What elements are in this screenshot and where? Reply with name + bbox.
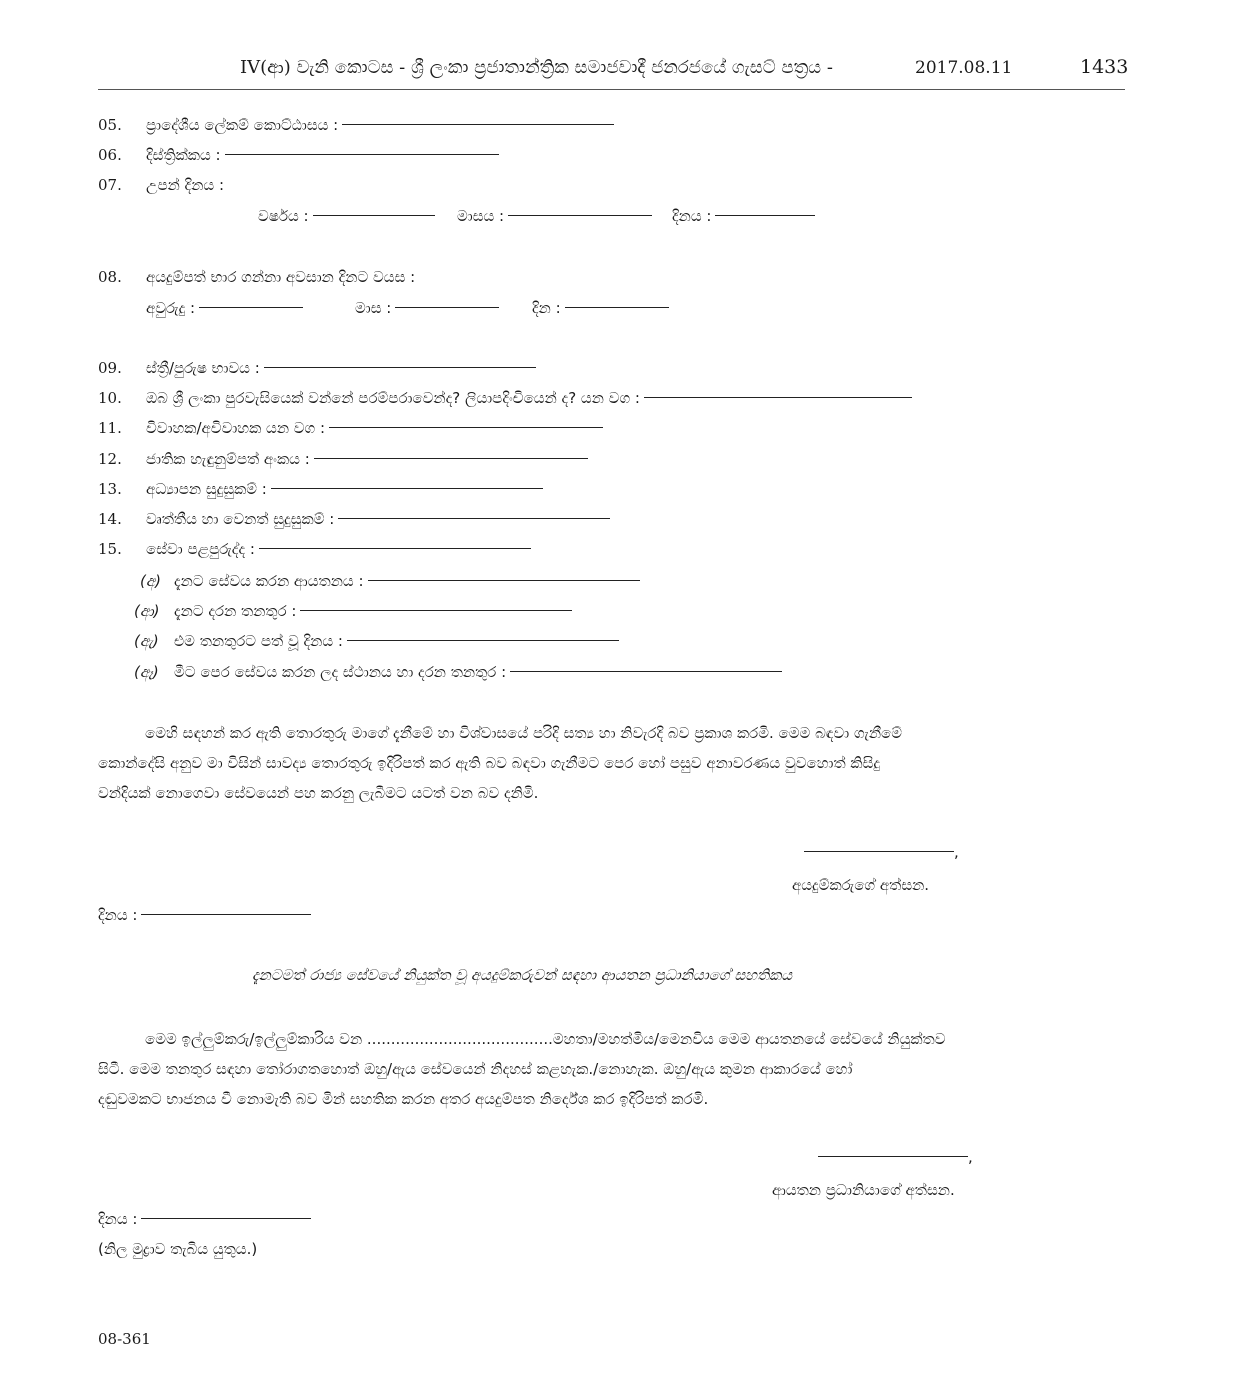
stamp-note: (නිල මුද්‍රාව තැබිය යුතුය.): [98, 1240, 258, 1258]
birth-day-label: දිනය :: [672, 207, 712, 225]
head-signature-line[interactable]: [818, 1148, 973, 1166]
field-number: 13.: [98, 480, 122, 498]
field-number: 08.: [98, 268, 122, 286]
field-14: [98, 509, 610, 529]
subfield-mark: (අ): [140, 572, 161, 590]
age-days: [532, 298, 669, 318]
field-10-blank[interactable]: [644, 397, 912, 398]
field-label: ස්ත්‍රී/පුරුෂ භාවය :: [146, 359, 260, 377]
field-09-blank[interactable]: [264, 367, 536, 368]
subfield-mark: (ඈ): [134, 663, 159, 681]
subfield-label: දැනට දරන තනතුර :: [174, 602, 297, 620]
birth-month-label: මාසය :: [457, 207, 505, 225]
field-label: අධ්‍යාපන සුදුසුකම් :: [146, 480, 267, 498]
date-label: දිනය :: [98, 1210, 138, 1228]
certificate-title: දැනටමත් රාජ්‍ය සේවයේ නියුක්ත වූ අයදුම්කරුවන් සඳහා ආයතන ප්‍රධානියාගේ සහතිකය: [252, 966, 793, 984]
subfield-label: එම තනතුරට පත් වූ දිනය :: [174, 632, 343, 650]
field-label: අයදුම්පත් භාර ගන්නා අවසාන දිනට වයස :: [146, 268, 416, 286]
declaration-line-2: කොන්දේසි අනුව මා විසින් සාවද්‍ය තොරතුරු ඉදිරිපත් කර ඇති බව බඳවා ගැනීමට පෙර හෝ පසුව අනාවරණය වුවහොත් කිසිදු: [98, 754, 881, 772]
field-05-blank[interactable]: [342, 124, 614, 125]
declaration-line-3: වන්දියක් නොගෙවා සේවයෙන් පහ කරනු ලැබීමට යටත් වන බව දනිමි.: [98, 784, 539, 802]
age-months-label: මාස :: [355, 299, 392, 317]
date-label: දිනය :: [98, 906, 138, 924]
subfield-ae-blank[interactable]: [347, 640, 619, 641]
field-13-blank[interactable]: [271, 488, 543, 489]
signature-comma: ,: [968, 1148, 973, 1166]
head-signature-label: ආයතන ප්‍රධානියාගේ අත්සන.: [772, 1181, 955, 1199]
date-blank-1[interactable]: [141, 914, 311, 915]
age-months: [355, 298, 499, 318]
subfield-label: මීට පෙර සේවය කරන ලද ස්ථානය හා දරන තනතුර :: [174, 663, 507, 681]
subfield-label: දැනට සේවය කරන ආයතනය :: [174, 572, 364, 590]
date-blank-2[interactable]: [141, 1218, 311, 1219]
subfield-a-blank[interactable]: [368, 580, 640, 581]
field-number: 07.: [98, 176, 122, 194]
subfield-ae: [134, 631, 619, 651]
certificate-line-2: සිටී. මෙම තනතුර සඳහා තෝරාගතහොත් ඔහු/ඇය සේවයෙන් නිදහස් කළහැක./නොහැක. ඔහු/ඇය කුමන ආකාරයේ හෝ: [98, 1060, 853, 1078]
date-field-1: [98, 906, 311, 924]
subfield-a: [140, 571, 640, 591]
date-field-2: [98, 1210, 311, 1228]
birth-month-blank[interactable]: [508, 215, 652, 216]
birth-year-blank[interactable]: [313, 215, 435, 216]
declaration-paragraph: [98, 718, 1125, 808]
field-06-blank[interactable]: [225, 154, 499, 155]
age-years: [146, 298, 303, 318]
signature-comma: ,: [954, 843, 959, 861]
field-label: දිස්ත්‍රික්කය :: [146, 146, 221, 164]
age-years-blank[interactable]: [199, 307, 303, 308]
field-15: [98, 539, 531, 559]
field-number: 12.: [98, 450, 122, 468]
declaration-line-1: මෙහි සඳහන් කර ඇති තොරතුරු මාගේ දැනීමේ හා විශ්වාසයේ පරිදි සත්‍ය හා නිවැරදි බව ප්‍රකාශ කරමි. මෙම බඳවා ගැනීමේ: [145, 724, 903, 742]
applicant-signature-line[interactable]: [804, 843, 959, 861]
applicant-signature-label: අයදුම්කරුගේ අත්සන.: [792, 876, 930, 894]
gazette-header-title: [240, 57, 833, 78]
birth-day-blank[interactable]: [715, 215, 815, 216]
field-14-blank[interactable]: [338, 518, 610, 519]
field-number: 14.: [98, 510, 122, 528]
field-number: 09.: [98, 359, 122, 377]
field-label: ඔබ ශ්‍රී ලංකා පුරවැසියෙක් වන්නේ පරම්පරාවෙන්ද? ලියාපදිංචියෙන් ද? යන වග :: [146, 389, 640, 407]
birth-day: [672, 206, 815, 226]
field-label: උපන් දිනය :: [146, 176, 224, 194]
birth-month: [457, 206, 652, 226]
age-days-blank[interactable]: [565, 307, 669, 308]
gazette-date: 2017.08.11: [915, 58, 1013, 78]
page-number: 1433: [1080, 56, 1129, 78]
field-10: [98, 388, 912, 408]
field-label: සේවා පළපුරුද්ද :: [146, 540, 255, 558]
subfield-aae-blank[interactable]: [510, 671, 782, 672]
field-label: ජාතික හැඳුනුම්පත් අංකය :: [146, 450, 310, 468]
subfield-mark: (ඇ): [134, 632, 159, 650]
subfield-aa: [134, 601, 572, 621]
certificate-line-3: දඬුවමකට භාජනය වී නොමැති බව මින් සහතික කරන අතර අයදුම්පත නිර්දේශ කර ඉදිරිපත් කරමි.: [98, 1090, 709, 1108]
field-11: [98, 418, 603, 438]
field-05: [98, 115, 614, 135]
birth-year: [258, 206, 435, 226]
field-12-blank[interactable]: [314, 458, 588, 459]
field-13: [98, 479, 543, 499]
signature-blank: [818, 1156, 968, 1157]
footer-code: 08-361: [98, 1330, 151, 1348]
signature-blank: [804, 851, 954, 852]
field-label: වෘත්තීය හා වෙනත් සුදුසුකම් :: [146, 510, 335, 528]
header-rule: [98, 89, 1125, 90]
field-11-blank[interactable]: [329, 427, 603, 428]
field-number: 06.: [98, 146, 122, 164]
field-label: ප්‍රාදේශීය ලේකම් කොට්ඨාසය :: [146, 116, 339, 134]
subfield-aae: [134, 662, 782, 682]
field-07: [98, 175, 224, 195]
field-label: විවාහක/අවිවාහක යන වග :: [146, 419, 326, 437]
age-years-label: අවුරුදු :: [146, 299, 196, 317]
header-title-text: IV(ආ) වැනි කොටස - ශ්‍රී ලංකා ප්‍රජාතාන්ත්‍රික සමාජවාදී ජනරජයේ ගැසට් පත්‍රය -: [240, 57, 833, 78]
field-number: 05.: [98, 116, 122, 134]
certificate-line-1: මෙම ඉල්ලුම්කරු/ඉල්ලුම්කාරිය වන .......................................මහතා/මහත්මිය/මෙනවිය මෙම ආයතනයේ සේවයේ නියුක්තව: [145, 1030, 946, 1048]
age-days-label: දින :: [532, 299, 561, 317]
subfield-mark: (ආ): [134, 602, 160, 620]
birth-year-label: වර්ෂය :: [258, 207, 309, 225]
field-number: 10.: [98, 389, 122, 407]
field-number: 15.: [98, 540, 122, 558]
field-number: 11.: [98, 419, 122, 437]
subfield-aa-blank[interactable]: [300, 610, 572, 611]
field-15-blank[interactable]: [259, 548, 531, 549]
field-09: [98, 358, 536, 378]
field-06: [98, 145, 499, 165]
field-12: [98, 449, 588, 469]
certificate-paragraph: [98, 1024, 1125, 1114]
field-08: [98, 267, 415, 287]
age-months-blank[interactable]: [395, 307, 499, 308]
